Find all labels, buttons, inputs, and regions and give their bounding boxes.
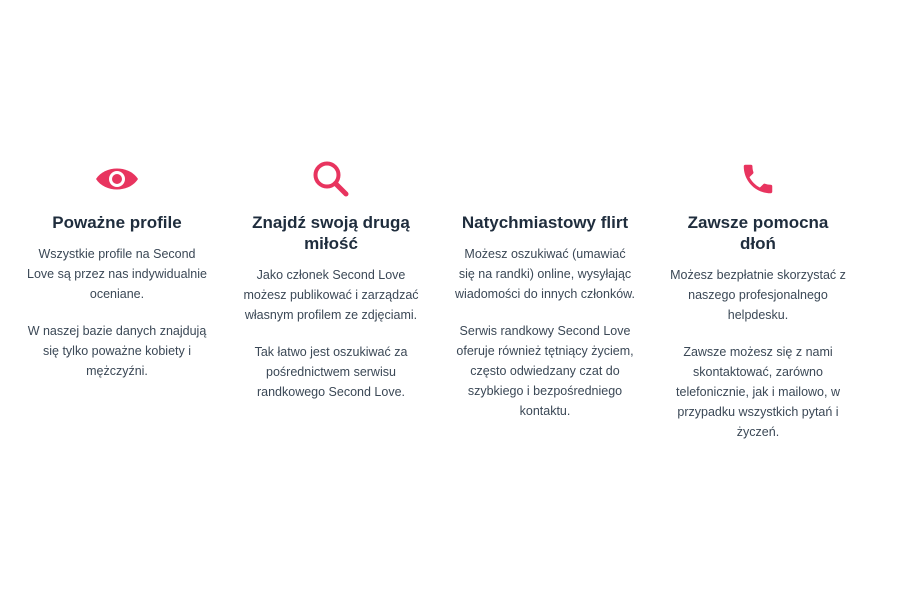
feature-description-secondary: W naszej bazie danych znajdują się tylko poważne kobiety i mężczyźni. bbox=[27, 324, 207, 378]
feature-icon-placeholder bbox=[455, 158, 635, 200]
feature-description: Wszystkie profile na Second Love są przez nas indywidualnie oceniane. bbox=[27, 247, 207, 301]
feature-serious-profiles bbox=[27, 158, 207, 381]
phone-icon bbox=[668, 158, 848, 200]
feature-find-love bbox=[241, 158, 421, 402]
feature-title: Znajdź swoją drugą miłość bbox=[252, 213, 410, 253]
feature-description: Możesz bezpłatnie skorzystać z naszego profesjonalnego helpdesku. bbox=[670, 268, 846, 322]
feature-description: Jako członek Second Love możesz publikować i zarządzać własnym profilem ze zdjęciami. bbox=[243, 268, 419, 322]
feature-helping-hand bbox=[668, 158, 848, 442]
search-icon bbox=[241, 158, 421, 200]
feature-instant-flirt bbox=[455, 158, 635, 421]
feature-description-secondary: Tak łatwo jest oszukiwać za pośrednictwem serwisu randkowego Second Love. bbox=[254, 345, 408, 399]
feature-description-secondary: Serwis randkowy Second Love oferuje również tętniący życiem, często odwiedzany czat do szybkiego i bezpośredniego kontaktu. bbox=[456, 324, 634, 418]
feature-title: Zawsze pomocna dłoń bbox=[687, 213, 829, 253]
feature-title: Poważne profile bbox=[52, 213, 182, 232]
feature-description-secondary: Zawsze możesz się z nami skontaktować, zarówno telefonicznie, jak i mailowo, w przypadku wszystkich pytań i życzeń. bbox=[676, 345, 840, 439]
eye-icon bbox=[27, 158, 207, 200]
feature-description: Możesz oszukiwać (umawiać się na randki) online, wysyłając wiadomości do innych członków. bbox=[455, 247, 635, 301]
feature-title: Natychmiastowy flirt bbox=[461, 213, 629, 232]
